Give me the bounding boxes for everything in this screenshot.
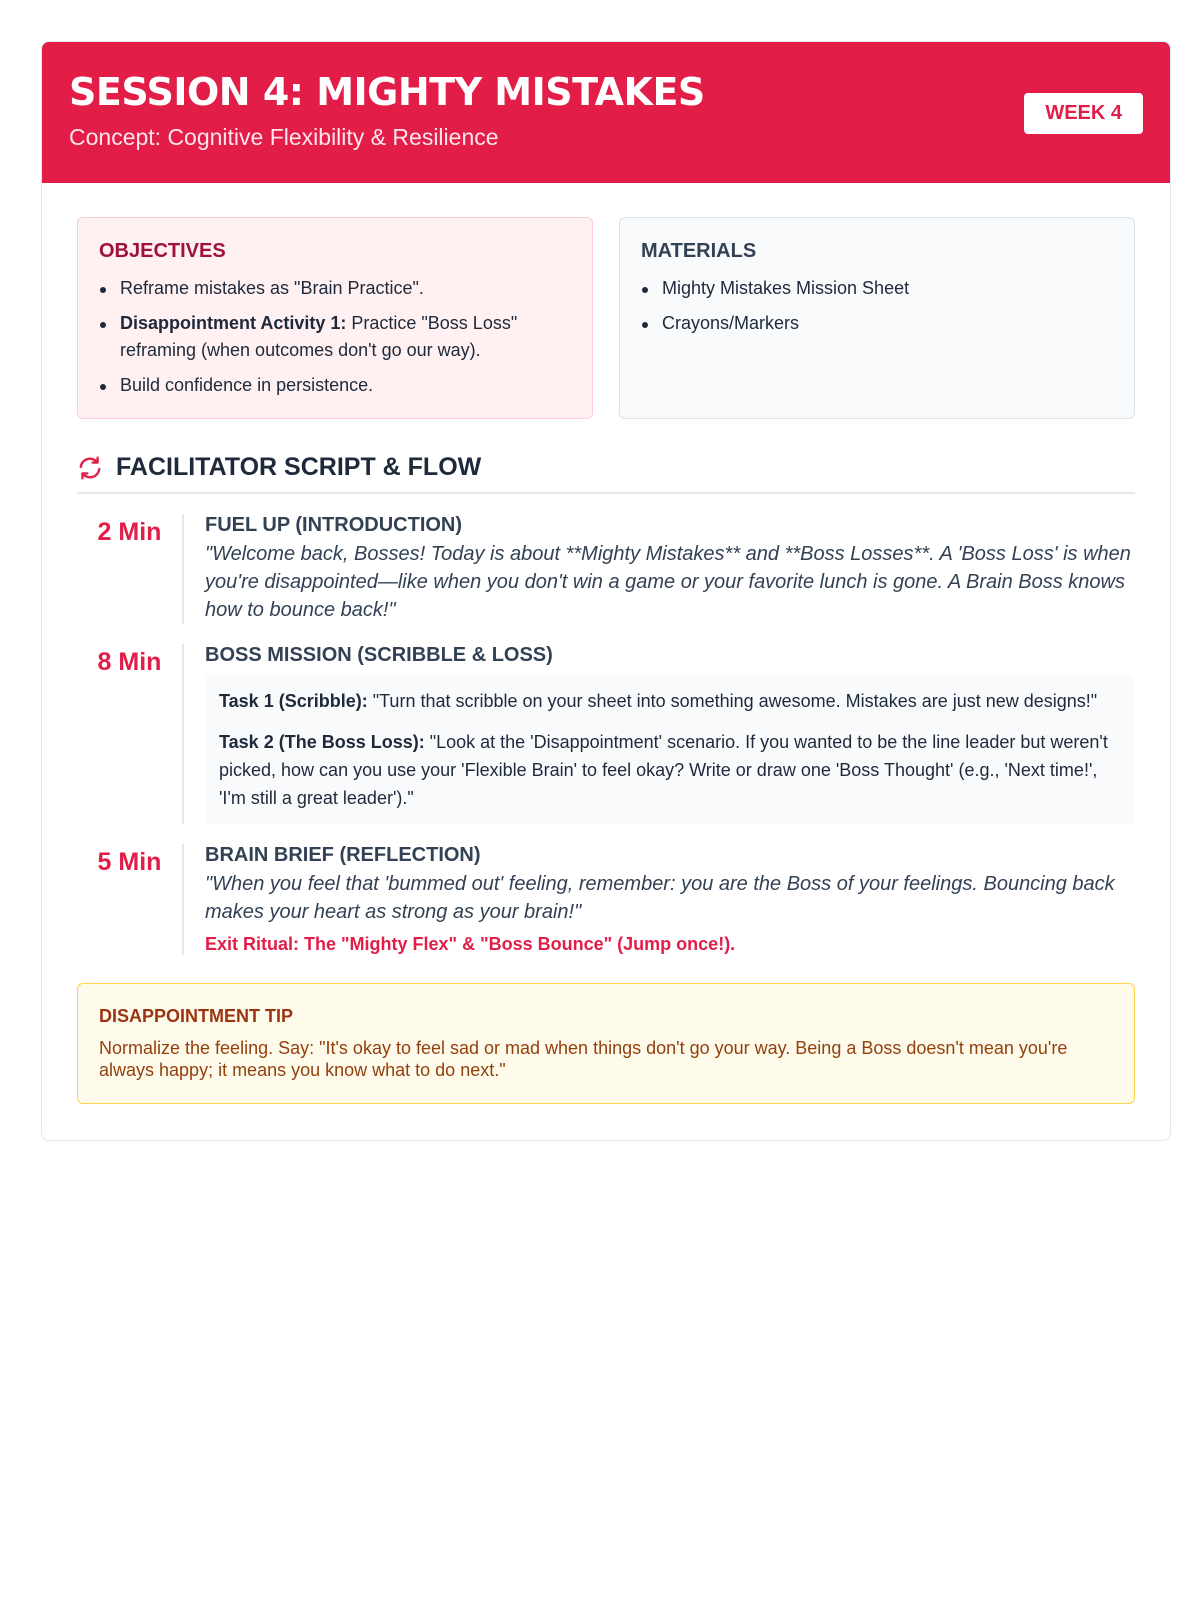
refresh-icon xyxy=(77,455,103,481)
step-content xyxy=(182,514,1135,624)
script-step xyxy=(77,514,1135,624)
objective-text: Build confidence in persistence. xyxy=(120,375,374,395)
step-quote: "When you feel that 'bummed out' feeling, remember: you are the Boss of your feelings. Bouncing back makes your heart as strong as your brain!" xyxy=(205,873,1115,923)
task-label: Task 1 (Scribble): xyxy=(219,691,368,711)
materials-title: MATERIALS xyxy=(641,240,757,262)
materials-box xyxy=(619,217,1135,419)
step-title: FUEL UP (INTRODUCTION) xyxy=(205,514,463,536)
step-title: BOSS MISSION (SCRIBBLE & LOSS) xyxy=(205,644,553,666)
session-card xyxy=(41,41,1171,1141)
task-text: "Look at the 'Disappointment' scenario. If you wanted to be the line leader but weren't picked, how can you use your 'Flexible Brain' to feel okay? Write or draw one 'Boss Thought' (e.g., 'Next time!', 'I'm still a great leader')." xyxy=(219,732,1108,808)
objective-item xyxy=(99,372,571,399)
session-body xyxy=(42,183,1170,1140)
objective-text: Practice "Boss Loss" reframing (when outcomes don't go our way). xyxy=(120,313,518,360)
week-badge: WEEK 4 xyxy=(1024,93,1143,134)
tip-title: DISAPPOINTMENT TIP xyxy=(99,1006,294,1026)
page-title: SESSION 4: MIGHTY MISTAKES xyxy=(69,70,705,114)
info-row xyxy=(77,217,1135,419)
exit-ritual: Exit Ritual: The "Mighty Flex" & "Boss Bounce" (Jump once!). xyxy=(205,934,736,954)
material-item: Crayons/Markers xyxy=(641,310,1113,337)
step-title: BRAIN BRIEF (REFLECTION) xyxy=(205,844,481,866)
concept-subtitle: Concept: Cognitive Flexibility & Resilience xyxy=(69,123,499,150)
step-time: 2 Min xyxy=(97,518,162,546)
objective-label: Disappointment Activity 1: xyxy=(120,313,347,333)
objective-text: Reframe mistakes as "Brain Practice". xyxy=(120,278,424,298)
disappointment-tip xyxy=(77,983,1135,1104)
task-item xyxy=(219,728,1121,812)
script-title: FACILITATOR SCRIPT & FLOW xyxy=(116,453,482,481)
step-content xyxy=(182,844,1135,955)
tip-text: Normalize the feeling. Say: "It's okay to feel sad or mad when things don't go your way. Being a Boss doesn't mean you're always happy; it means you know what to do next." xyxy=(99,1038,1068,1080)
materials-list xyxy=(641,275,1113,337)
step-quote: "Welcome back, Bosses! Today is about **Mighty Mistakes** and **Boss Losses**. A 'Boss Loss' is when you're disappointed—like when you don't win a game or your favorite lunch is gone. A Brain Boss knows how to bounce back!" xyxy=(205,543,1131,621)
session-header xyxy=(42,42,1170,183)
task-item xyxy=(219,687,1121,715)
objectives-list xyxy=(99,275,571,399)
task-label: Task 2 (The Boss Loss): xyxy=(219,732,425,752)
script-step xyxy=(77,844,1135,955)
step-time: 8 Min xyxy=(97,648,162,676)
task-box xyxy=(205,675,1135,824)
objectives-box xyxy=(77,217,593,419)
task-text: "Turn that scribble on your sheet into something awesome. Mistakes are just new designs!" xyxy=(367,691,1098,711)
objectives-title: OBJECTIVES xyxy=(99,240,226,262)
objective-item xyxy=(99,275,571,302)
objective-item xyxy=(99,310,571,364)
script-step xyxy=(77,644,1135,824)
step-time: 5 Min xyxy=(97,848,162,876)
step-content xyxy=(182,644,1135,824)
material-item: Mighty Mistakes Mission Sheet xyxy=(641,275,1113,302)
script-section-header xyxy=(77,453,1135,494)
